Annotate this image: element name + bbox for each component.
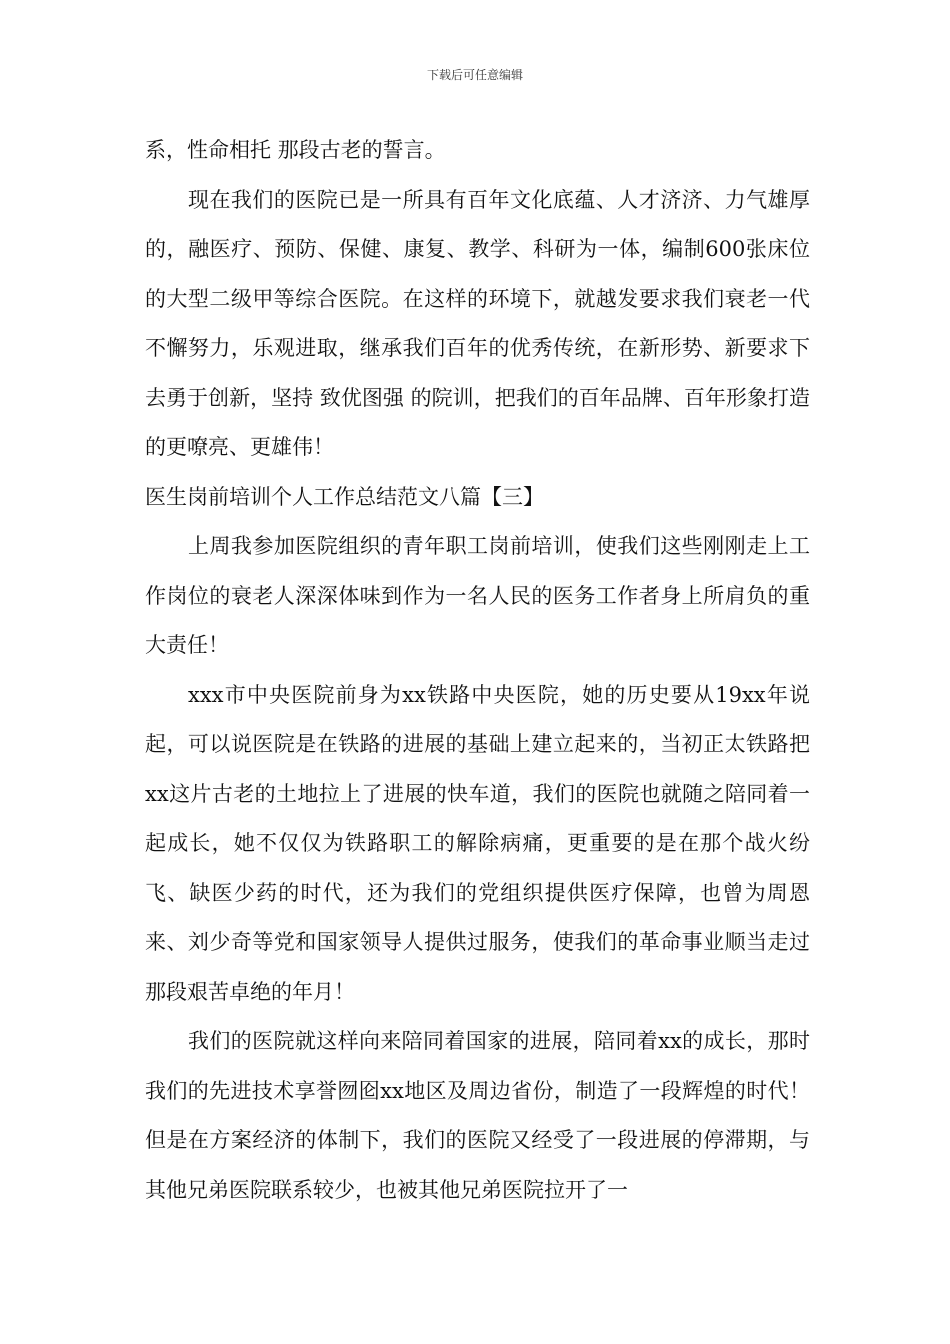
paragraph-hospital-intro: 现在我们的医院已是一所具有百年文化底蕴、人才济济、力气雄厚的，融医疗、预防、保健、康复、教学、科研为一体，编制600张床位的大型二级甲等综合医院。在这样的环境下，就越发要求我们衰老一代不懈努力，乐观进取，继承我们百年的优秀传统，在新形势、新要求下去勇于创新，坚持 致优图强 的院训，把我们的百年品牌、百年形象打造的更嘹亮、更雄伟！: [145, 187, 810, 459]
paragraph-development: 我们的医院就这样向来陪同着国家的进展，陪同着xx的成长，那时我们的先进技术享誉囫囵xx地区及周边省份，制造了一段辉煌的时代！但是在方案经济的体制下，我们的医院又经受了一段进展的停滞期，与其他兄弟医院联系较少，也被其他兄弟医院拉开了一: [145, 1029, 810, 1202]
paragraph-training: 上周我参加医院组织的青年职工岗前培训，使我们这些刚刚走上工作岗位的衰老人深深体味到作为一名人民的医务工作者身上所肩负的重大责任！: [145, 534, 810, 657]
section-heading: 医生岗前培训个人工作总结范文八篇【三】: [145, 484, 544, 509]
paragraph-continuation: 系，性命相托 那段古老的誓言。: [145, 138, 446, 162]
paragraph-history: xxx市中央医院前身为xx铁路中央医院，她的历史要从19xx年说起，可以说医院是在铁路的进展的基础上建立起来的，当初正太铁路把xx这片古老的土地拉上了进展的快车道，我们的医院也就随之陪同着一起成长，她不仅仅为铁路职工的解除病痛，更重要的是在那个战火纷飞、缺医少药的时代，还为我们的党组织提供医疗保障，也曾为周恩来、刘少奇等党和国家领导人提供过服务，使我们的革命事业顺当走过那段艰苦卓绝的年月！: [145, 682, 810, 1004]
document-body: [145, 126, 810, 1215]
page-header: 下载后可任意编辑: [426, 68, 523, 82]
